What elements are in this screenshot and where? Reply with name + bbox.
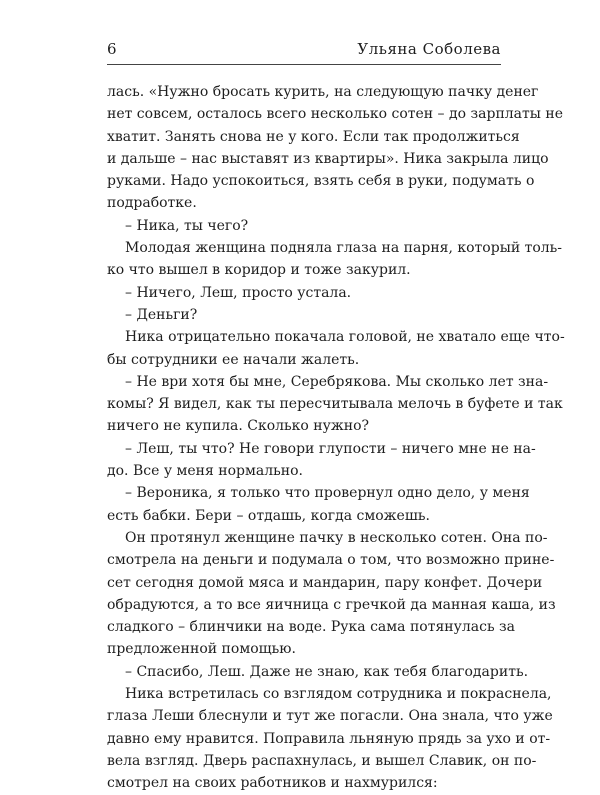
header-rule: [107, 64, 501, 65]
text-line: нет совсем, осталось всего несколько сотен – до зарплаты не: [107, 106, 563, 123]
page-number: 6: [107, 40, 117, 58]
text-line: – Не ври хотя бы мне, Серебрякова. Мы сколько лет зна-: [125, 373, 549, 390]
author-name: Ульяна Соболева: [357, 40, 501, 58]
text-line: – Леш, ты что? Не говори глупости – ничего мне не на-: [125, 440, 536, 457]
text-line: бы сотрудники ее начали жалеть.: [107, 351, 360, 368]
text-line: смотрела на деньги и подумала о том, что возможно прине-: [107, 552, 555, 569]
text-line: ко что вышел в коридор и тоже закурил.: [107, 262, 411, 279]
text-line: и дальше – нас выставят из квартиры». Ника закрыла лицо: [107, 150, 549, 167]
text-line: есть бабки. Бери – отдашь, когда сможешь.: [107, 507, 430, 524]
text-line: предложенной помощью.: [107, 641, 296, 658]
text-line: Ника отрицательно покачала головой, не хватало еще что-: [125, 329, 565, 346]
text-line: – Спасибо, Леш. Даже не знаю, как тебя благодарить.: [125, 663, 529, 680]
text-line: сет сегодня домой мяса и мандарин, пару конфет. Дочери: [107, 574, 543, 591]
text-line: Он протянул женщине пачку в несколько сотен. Она по-: [125, 529, 548, 546]
text-line: лась. «Нужно бросать курить, на следующую пачку денег: [107, 84, 539, 100]
text-line: ничего не купила. Сколько нужно?: [107, 418, 370, 435]
text-line: сладкого – блинчики на воде. Рука сама потянулась за: [107, 619, 516, 636]
text-line: – Вероника, я только что провернул одно дело, у меня: [125, 485, 530, 502]
text-line: Молодая женщина подняла глаза на парня, который толь-: [125, 240, 563, 257]
running-header: [107, 40, 501, 70]
text-line: Ника встретилась со взглядом сотрудника и покраснела,: [125, 686, 552, 703]
body-text: [107, 81, 565, 795]
text-line: давно ему нравится. Поправила льняную прядь за ухо и от-: [107, 730, 551, 747]
text-line: хватит. Занять снова не у кого. Если так продолжиться: [107, 128, 520, 145]
text-line: подработке.: [107, 195, 197, 212]
text-line: комы? Я видел, как ты пересчитывала мелочь в буфете и так: [107, 396, 563, 413]
text-line: обрадуются, а то все яичница с гречкой да манная каша, из: [107, 596, 556, 613]
text-line: – Ника, ты чего?: [125, 217, 249, 234]
text-line: смотрел на своих работников и нахмурился:: [107, 775, 438, 792]
text-line: до. Все у меня нормально.: [107, 463, 303, 480]
text-line: – Деньги?: [125, 306, 198, 323]
text-line: глаза Леши блеснули и тут же погасли. Она знала, что уже: [107, 708, 553, 725]
text-line: вела взгляд. Дверь распахнулась, и вышел Славик, он по-: [107, 752, 537, 769]
text-line: – Ничего, Леш, просто устала.: [125, 284, 352, 301]
text-line: руками. Надо успокоиться, взять себя в руки, подумать о: [107, 173, 535, 190]
